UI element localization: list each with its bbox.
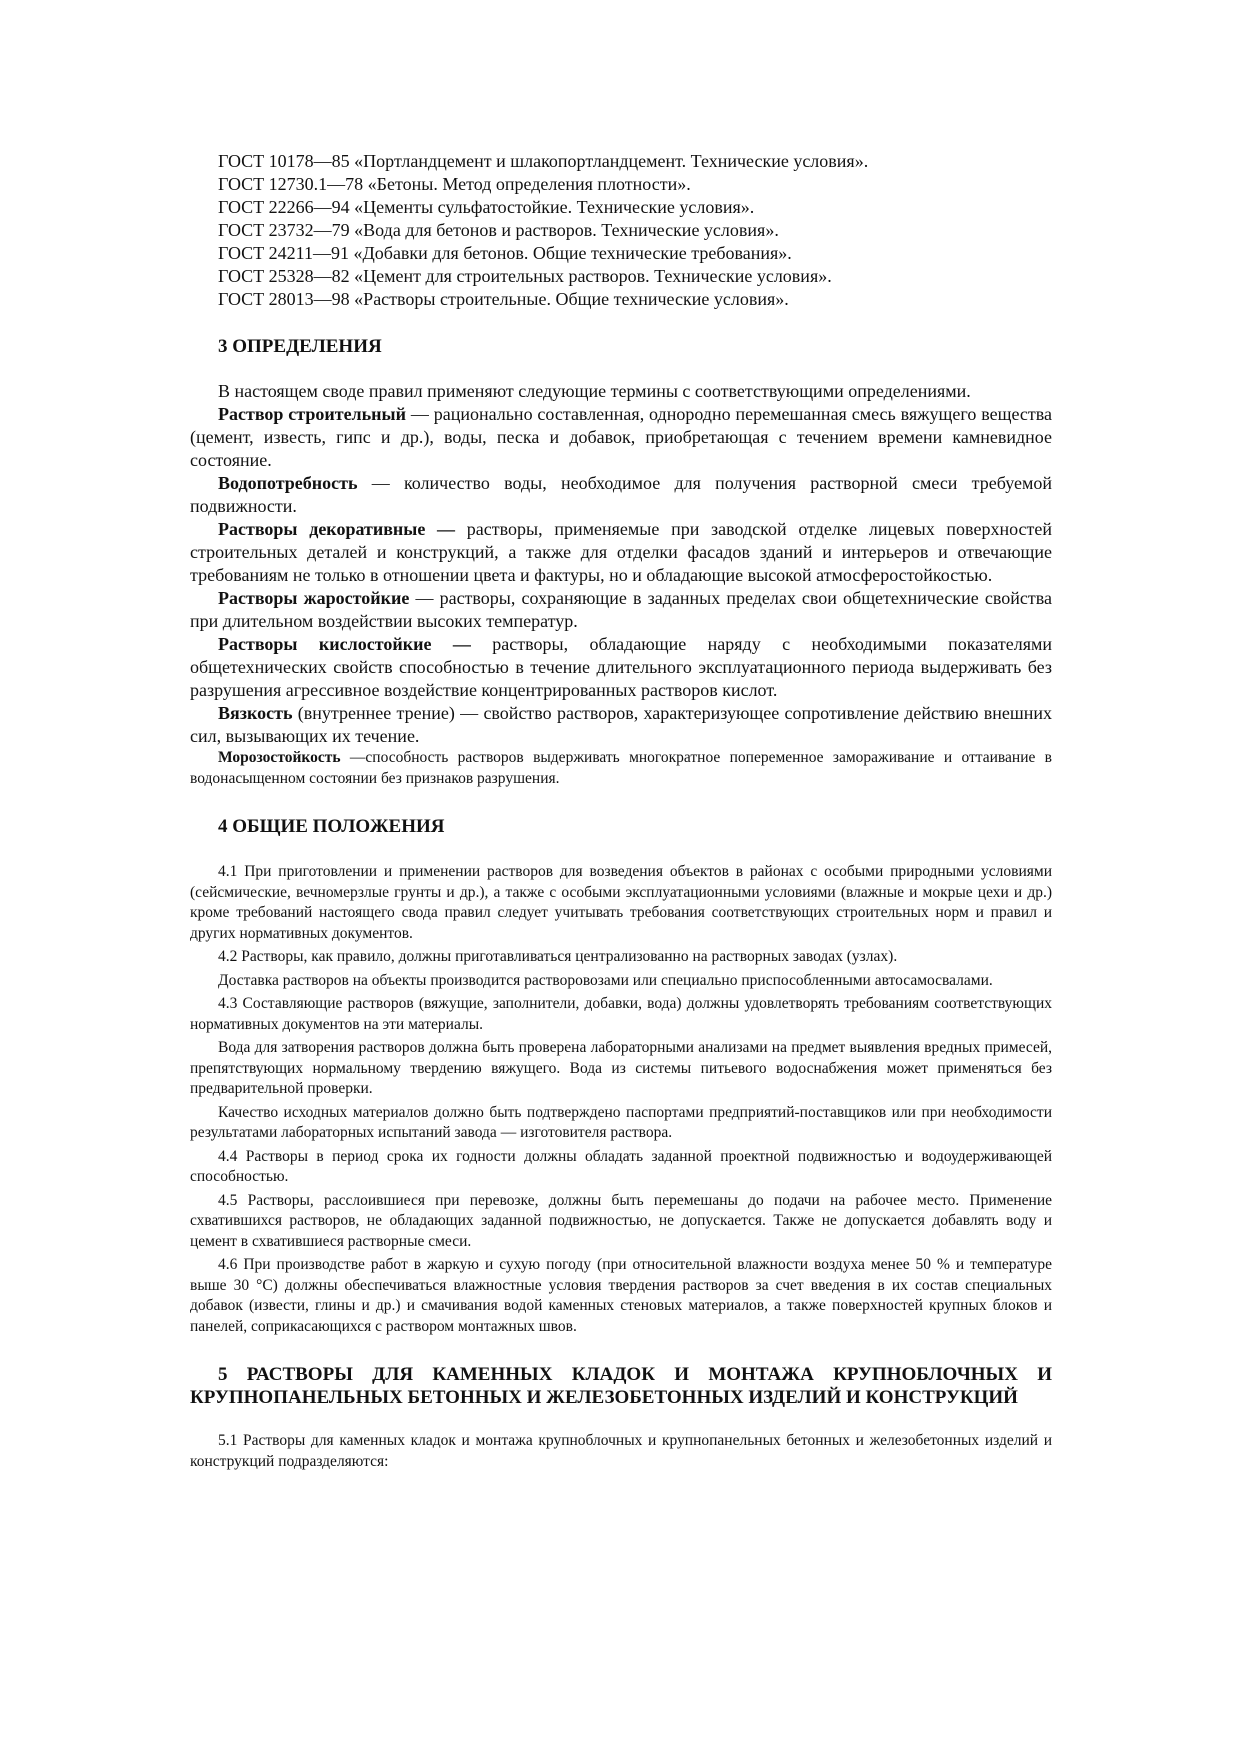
- definition-term: Морозостойкость: [218, 749, 341, 766]
- definition-text: (внутреннее трение) — свойство растворов, характеризующее сопротивление действию внешних сил, вызывающих их течение.: [190, 703, 1052, 746]
- definition-term: Водопотребность: [218, 473, 358, 493]
- definition-paragraph: [190, 403, 1052, 472]
- clause-paragraph: Доставка растворов на объекты производится растворовозами или специально приспособленными автосамосвалами.: [218, 971, 993, 989]
- section-3-heading: 3 ОПРЕДЕЛЕНИЯ: [218, 336, 382, 357]
- clause-paragraph: Качество исходных материалов должно быть подтверждено паспортами предприятий-поставщиков или при необходимости результатами лабораторных испытаний завода — изготовителя раствора.: [190, 1103, 1052, 1141]
- definition-text: —способность растворов выдерживать многократное попеременное замораживание и оттаивание в водонасыщенном состоянии без признаков разрушения.: [190, 749, 1052, 787]
- definition-text: растворы, обладающие наряду с необходимыми показателями общетехнических свойств способностью в течение длительного эксплуатационного периода выдерживать без разрушения агрессивное воздействие концентрированных растворов кислот.: [190, 634, 1052, 700]
- section-4-heading: 4 ОБЩИЕ ПОЛОЖЕНИЯ: [218, 816, 445, 837]
- definition-paragraph: [190, 472, 1052, 518]
- definition-term: Вязкость: [218, 703, 293, 723]
- document-page: [190, 150, 1052, 1472]
- definitions-section: [190, 380, 1052, 789]
- reference-item: ГОСТ 24211—91 «Добавки для бетонов. Общие технические требования».: [218, 243, 792, 263]
- section-5-heading: 5 РАСТВОРЫ ДЛЯ КАМЕННЫХ КЛАДОК И МОНТАЖА КРУПНОБЛОЧНЫХ И КРУПНОПАНЕЛЬНЫХ БЕТОННЫХ И ЖЕЛЕЗОБЕТОННЫХ ИЗДЕЛИЙ И КОНСТРУКЦИЙ: [190, 1364, 1052, 1408]
- definition-paragraph: [190, 702, 1052, 748]
- reference-list: [190, 150, 1052, 311]
- reference-item: ГОСТ 10178—85 «Портландцемент и шлакопортландцемент. Технические условия».: [218, 151, 869, 171]
- reference-item: ГОСТ 22266—94 «Цементы сульфатостойкие. Технические условия».: [218, 197, 755, 217]
- reference-item: ГОСТ 12730.1—78 «Бетоны. Метод определения плотности».: [218, 174, 691, 194]
- definition-term: Растворы жаростойкие: [218, 588, 410, 608]
- definition-paragraph: [190, 518, 1052, 587]
- mortars-section: [190, 1431, 1052, 1472]
- reference-item: ГОСТ 25328—82 «Цемент для строительных растворов. Технические условия».: [218, 266, 832, 286]
- clause-paragraph: 4.2 Растворы, как правило, должны приготавливаться централизованно на растворных заводах (узлах).: [218, 948, 898, 965]
- clause-paragraph: 5.1 Растворы для каменных кладок и монтажа крупноблочных и крупнопанельных бетонных и железобетонных изделий и конструкций подразделяются:: [190, 1432, 1052, 1470]
- clause-paragraph: 4.6 При производстве работ в жаркую и сухую погоду (при относительной влажности воздуха менее 50 % и температуре выше 30 °С) должны обеспечиваться влажностные условия твердения растворов за счет введения в их состав специальных добавок (извести, глины и др.) и смачивания водой каменных стеновых материалов, а также поверхностей крупных блоков и панелей, соприкасающихся с раствором монтажных швов.: [190, 1256, 1052, 1335]
- definition-term: Раствор строительный: [218, 404, 406, 424]
- definition-paragraph: [190, 748, 1052, 789]
- definition-text: — растворы, сохраняющие в заданных пределах свои общетехнические свойства при длительном воздействии высоких температур.: [190, 588, 1052, 631]
- reference-item: ГОСТ 23732—79 «Вода для бетонов и растворов. Технические условия».: [218, 220, 779, 240]
- definition-term: Растворы кислостойкие —: [218, 634, 471, 654]
- definition-paragraph: [190, 633, 1052, 702]
- definition-text: — количество воды, необходимое для получения растворной смеси требуемой подвижности.: [190, 473, 1052, 516]
- definitions-intro: В настоящем своде правил применяют следующие термины с соответствующими определениями.: [218, 381, 971, 401]
- clause-paragraph: Вода для затворения растворов должна быть проверена лабораторными анализами на предмет выявления вредных примесей, препятствующих нормальному твердению вяжущего. Вода из системы питьевого водоснабжения может применяться без предварительной проверки.: [190, 1039, 1052, 1097]
- clause-paragraph: 4.1 При приготовлении и применении растворов для возведения объектов в районах с особыми природными условиями (сейсмические, вечномерзлые грунты и др.), а также с особыми эксплуатационными условиями (влажные и мокрые цехи и др.) кроме требований настоящего свода правил следует учитывать требования соответствующих строительных норм и правил и других нормативных документов.: [190, 863, 1052, 942]
- general-provisions-section: [190, 862, 1052, 1337]
- reference-item: ГОСТ 28013—98 «Растворы строительные. Общие технические условия».: [218, 289, 789, 309]
- definition-paragraph: [190, 587, 1052, 633]
- clause-paragraph: 4.4 Растворы в период срока их годности должны обладать заданной проектной подвижностью и водоудерживающей способностью.: [190, 1147, 1052, 1185]
- definition-term: Растворы декоративные —: [218, 519, 456, 539]
- definition-text: — рационально составленная, однородно перемешанная смесь вяжущего вещества (цемент, известь, гипс и др.), воды, песка и добавок, приобретающая с течением времени камневидное состояние.: [190, 404, 1052, 470]
- clause-paragraph: 4.5 Растворы, расслоившиеся при перевозке, должны быть перемешаны до подачи на рабочее место. Применение схватившихся растворов, не обладающих заданной подвижностью, не допускается. Также не допускается добавлять воду и цемент в схватившиеся растворные смеси.: [190, 1191, 1052, 1250]
- definition-text: растворы, применяемые при заводской отделке лицевых поверхностей строительных деталей и конструкций, а также для отделки фасадов зданий и интерьеров и отвечающие требованиям не только в отношении цвета и фактуры, но и обладающие высокой атмосферостойкостью.: [190, 519, 1052, 585]
- clause-paragraph: 4.3 Составляющие растворов (вяжущие, заполнители, добавки, вода) должны удовлетворять требованиям соответствующих нормативных документов на эти материалы.: [190, 995, 1052, 1033]
